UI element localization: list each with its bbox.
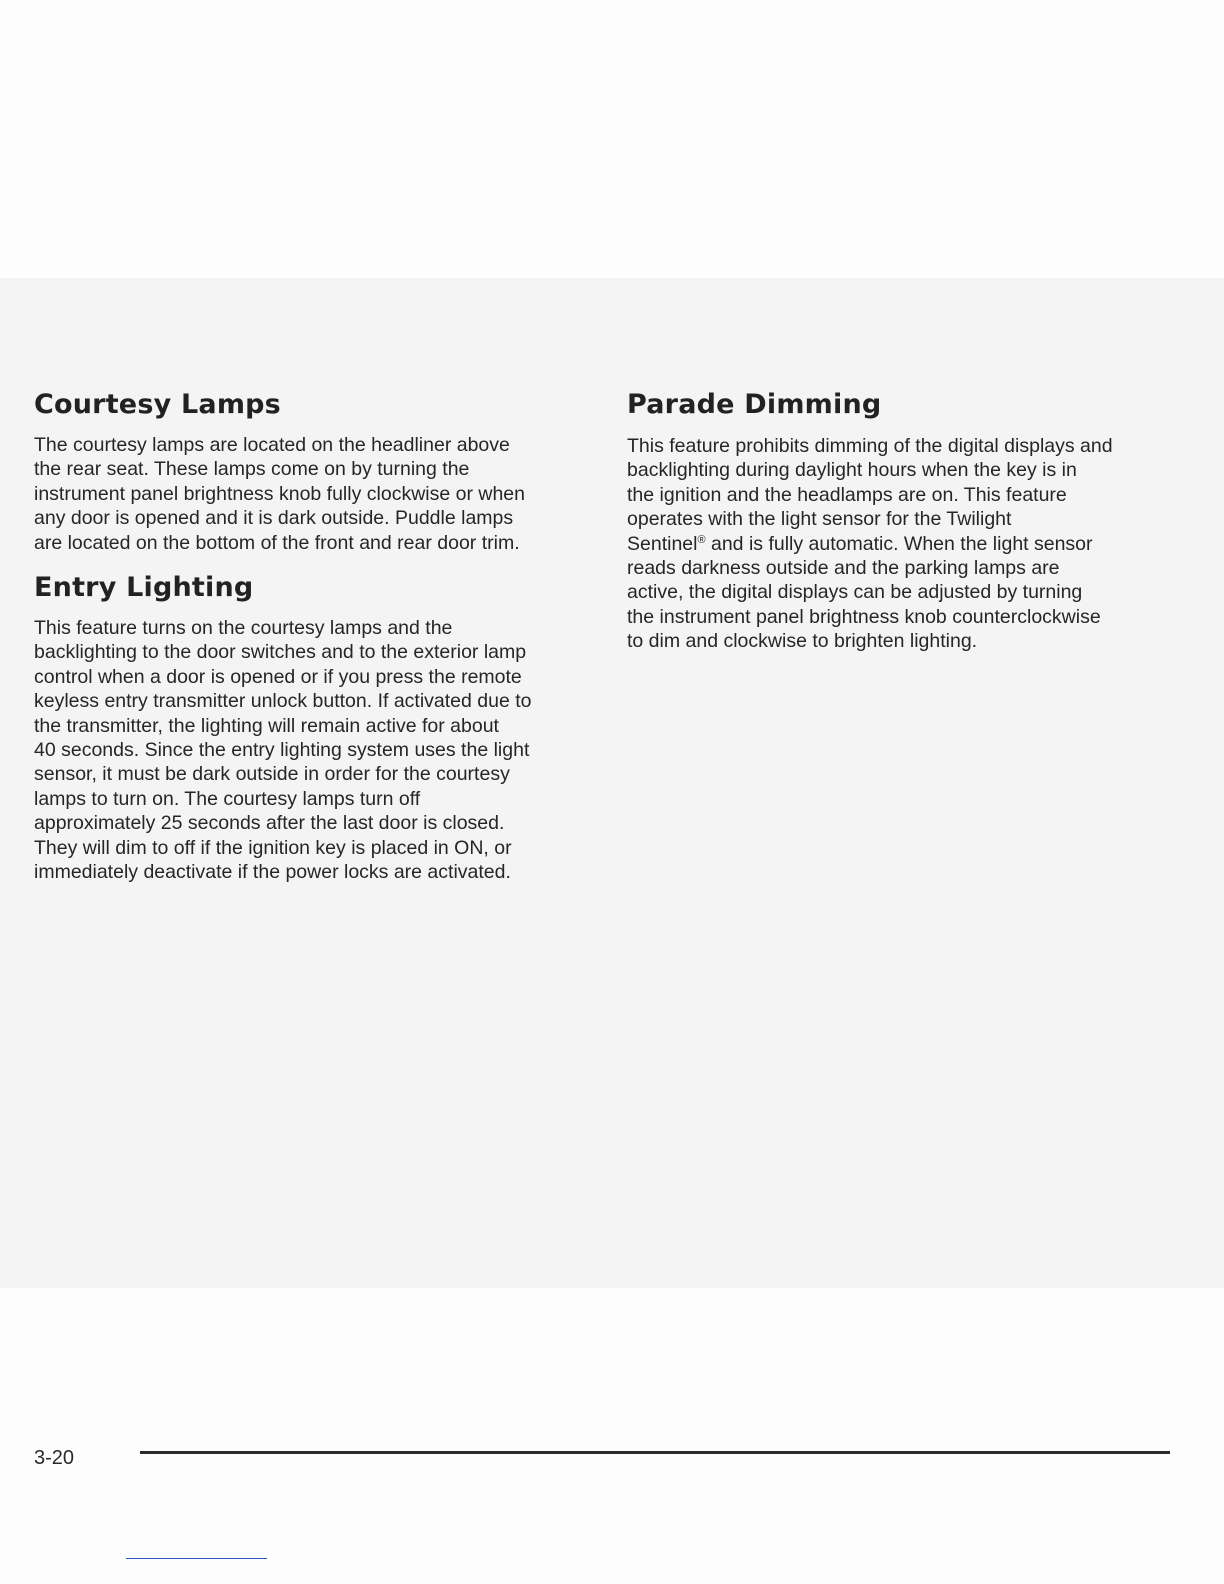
heading-entry-lighting: Entry Lighting (34, 572, 254, 604)
page-number: 3-20 (34, 1447, 75, 1469)
paragraph-entry-lighting: This feature turns on the courtesy lamps and the backlighting to the door switches and to the exterior lamp control when a door is opened or if you press the remote keyless entry transmitter unlock button. If activated due to the transmitter, the lighting will remain active for about 40 seconds. Since the entry lighting system uses the light sensor, it must be dark outside in order for the courtesy lamps to turn on. The courtesy lamps turn off approximately 25 seconds after the last door is closed. They will dim to off if the ignition key is placed in ON, or immediately deactivate if the power locks are activated. (34, 617, 532, 884)
left-column (34, 388, 594, 885)
registered-mark: ® (697, 533, 706, 546)
heading-courtesy-lamps: Courtesy Lamps (34, 389, 281, 420)
footer-rule (140, 1451, 1170, 1454)
heading-parade-dimming: Parade Dimming (627, 389, 882, 420)
paragraph-parade-dimming: This feature prohibits dimming of the digital displays and backlighting during daylight hours when the key is in the ignition and the headlamps are on. This feature operates with the light sensor for the Twilight Sentinel® and is fully automatic. When the light sensor reads darkness outside and the parking lamps are active, the digital displays can be adjusted by turning the instrument panel brightness knob counterclockwise to dim and clockwise to brighten lighting. (627, 435, 1113, 653)
right-column (627, 388, 1187, 654)
footer-link-underline (126, 1558, 267, 1559)
paragraph-courtesy-lamps: The courtesy lamps are located on the headliner above the rear seat. These lamps come on by turning the instrument panel brightness knob fully clockwise or when any door is opened and it is dark outside. Puddle lamps are located on the bottom of the front and rear door trim. (34, 434, 525, 554)
